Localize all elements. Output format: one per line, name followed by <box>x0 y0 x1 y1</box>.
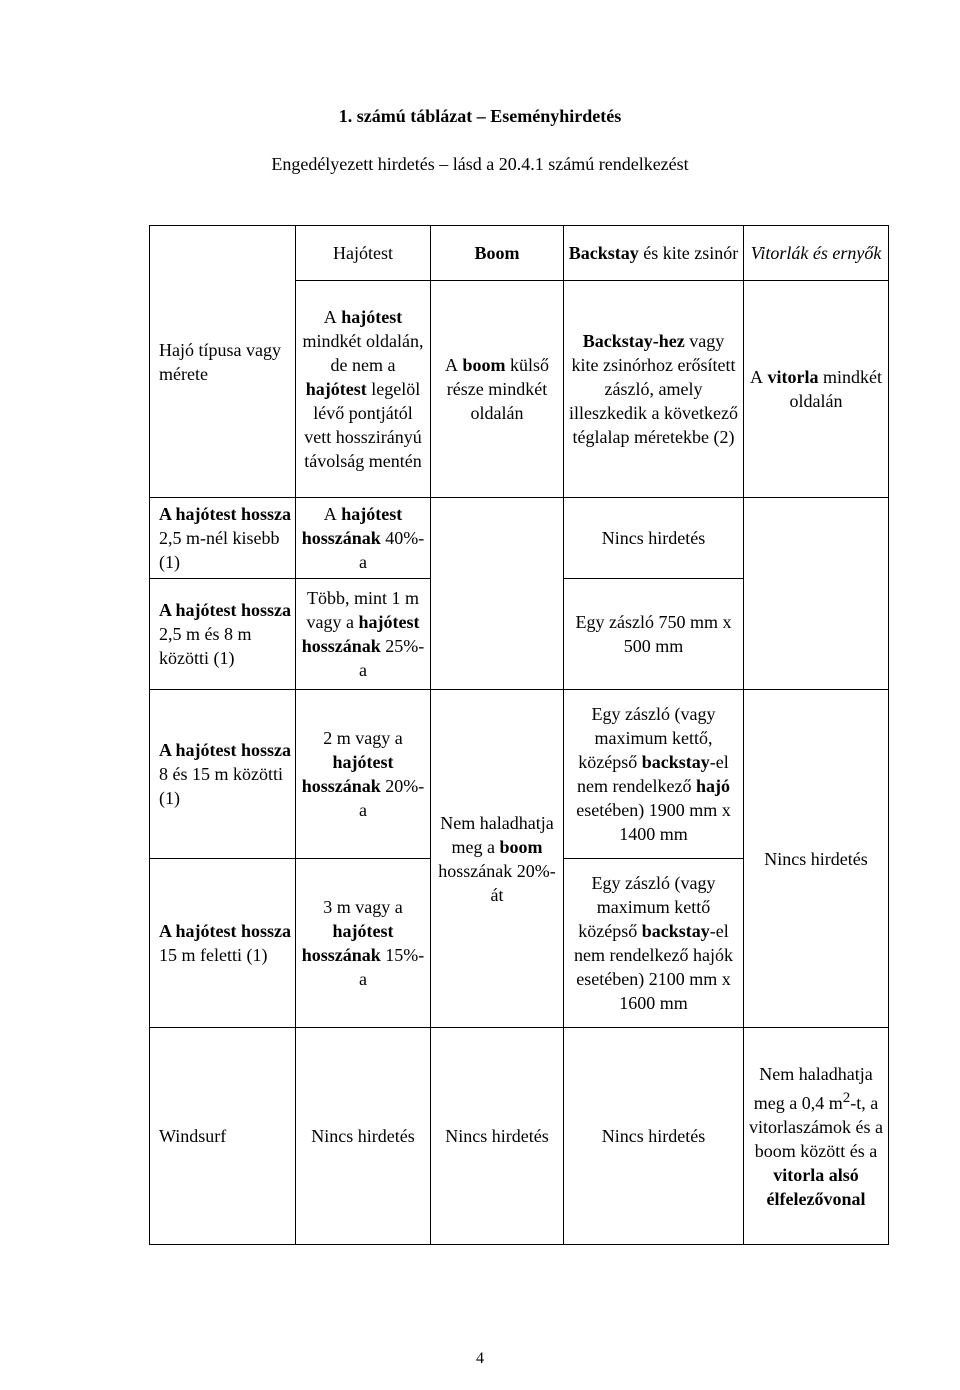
table-row <box>150 690 889 859</box>
table-row <box>150 498 889 579</box>
cell-hull: 3 m vagy a hajótest hosszának 15%-a <box>296 859 431 1028</box>
cell-backstay: Egy zászló (vagy maximum kettő, középső backstay-el nem rendelkező hajó esetében) 1900 mm x 1400 mm <box>564 690 744 859</box>
cell-type: A hajótest hossza 15 m feletti (1) <box>150 859 296 1028</box>
header-sails: Vitorlák és ernyők <box>744 226 889 281</box>
header-hull: Hajótest <box>296 226 431 281</box>
cell-backstay: Egy zászló 750 mm x 500 mm <box>564 579 744 690</box>
advertising-table <box>149 225 889 1245</box>
cell-hull: 2 m vagy a hajótest hosszának 20%-a <box>296 690 431 859</box>
cell-type: A hajótest hossza 2,5 m-nél kisebb (1) <box>150 498 296 579</box>
cell-hull: Nincs hirdetés <box>296 1028 431 1245</box>
table-row <box>150 1028 889 1245</box>
cell-type: Windsurf <box>150 1028 296 1245</box>
cell-hull: A hajótest hosszának 40%-a <box>296 498 431 579</box>
cell-boom: Nincs hirdetés <box>431 1028 564 1245</box>
cell-type: A hajótest hossza 2,5 m és 8 m közötti (1) <box>150 579 296 690</box>
header-boom: Boom <box>431 226 564 281</box>
cell-backstay: Nincs hirdetés <box>564 498 744 579</box>
cell-hull: Több, mint 1 m vagy a hajótest hosszának 25%-a <box>296 579 431 690</box>
cell-sails: Nem haladhatja meg a 0,4 $m^2-t$, a vitorlaszámok és a boom között és a vitorla alsó élfelezővonal <box>744 1028 889 1245</box>
table-header-row <box>150 226 889 281</box>
cell-backstay: Nincs hirdetés <box>564 1028 744 1245</box>
cell-type-header: Hajó típusa vagy mérete <box>150 226 296 498</box>
cell-sails-empty <box>744 498 889 690</box>
cell-boom-area: A boom külső része mindkét oldalán <box>431 281 564 498</box>
cell-boom: Nem haladhatja meg a boom hosszának 20%-át <box>431 690 564 1028</box>
cell-backstay: Egy zászló (vagy maximum kettő középső backstay-el nem rendelkező hajók esetében) 2100 mm x 1600 mm <box>564 859 744 1028</box>
cell-sails: Nincs hirdetés <box>744 690 889 1028</box>
document-title: 1. számú táblázat – Eseményhirdetés <box>338 106 622 126</box>
cell-sails-area: A vitorla mindkét oldalán <box>744 281 889 498</box>
header-backstay: Backstay és kite zsinór <box>564 226 744 281</box>
cell-type: A hajótest hossza 8 és 15 m közötti (1) <box>150 690 296 859</box>
cell-boom-empty <box>431 498 564 690</box>
cell-backstay-area: Backstay-hez vagy kite zsinórhoz erősített zászló, amely illeszkedik a következő téglalap méretekbe (2) <box>564 281 744 498</box>
cell-hull-area: A hajótest mindkét oldalán, de nem a hajótest legelöl lévő pontjától vett hosszirányú távolság mentén <box>296 281 431 498</box>
document-subtitle: Engedélyezett hirdetés – lásd a 20.4.1 számú rendelkezést <box>271 154 689 174</box>
page-number: 4 <box>476 1350 484 1367</box>
